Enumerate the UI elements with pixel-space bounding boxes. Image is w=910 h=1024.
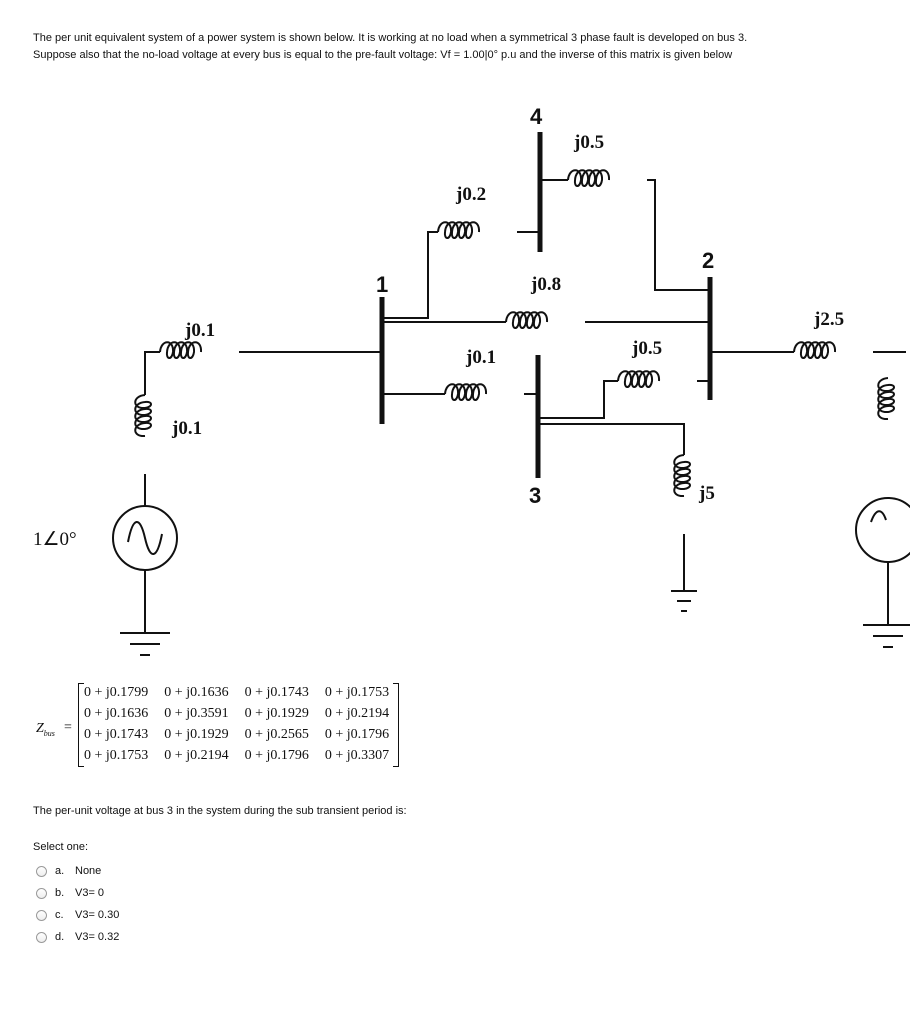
label-line-1-2: j0.8 bbox=[531, 274, 562, 295]
matrix-cell: 0 + j0.3591 bbox=[164, 706, 229, 721]
gen2-source-circle bbox=[856, 498, 910, 562]
matrix-cell: 0 + j0.2194 bbox=[324, 706, 390, 721]
line-3-2-coil bbox=[618, 371, 659, 387]
matrix-cell: 0 + j0.2194 bbox=[164, 748, 229, 763]
matrix-cell: 0 + j0.1929 bbox=[164, 727, 229, 742]
matrix-cell: 0 + j0.1636 bbox=[84, 706, 149, 721]
matrix-row bbox=[78, 746, 399, 767]
gen1-line-wire bbox=[145, 352, 382, 395]
matrix-left-bracket bbox=[78, 683, 84, 767]
option-d[interactable] bbox=[36, 926, 119, 948]
select-one-label: Select one: bbox=[33, 841, 89, 853]
option-a[interactable] bbox=[36, 860, 119, 882]
bus-label-2: 2 bbox=[702, 248, 715, 273]
line-4-2-coil bbox=[568, 170, 609, 186]
matrix-cell: 0 + j0.1753 bbox=[84, 748, 149, 763]
label-load-3: j5 bbox=[699, 483, 715, 504]
gen2-sine bbox=[871, 511, 886, 522]
matrix-label-sub: bus bbox=[43, 728, 55, 738]
option-letter: b. bbox=[55, 887, 65, 899]
option-letter: d. bbox=[55, 931, 65, 943]
matrix-cell: 0 + j0.3307 bbox=[324, 748, 390, 763]
line-1-4-wire bbox=[382, 232, 540, 318]
gen2-line-coil bbox=[794, 342, 835, 358]
matrix-equals: = bbox=[64, 720, 72, 735]
load-3-coil bbox=[674, 455, 690, 496]
gen1-reactance-coil bbox=[135, 395, 151, 436]
option-letter: a. bbox=[55, 865, 65, 877]
source-voltage-label: 1∠0° bbox=[33, 529, 77, 550]
option-text: V3= 0.32 bbox=[75, 931, 120, 943]
question-text: The per-unit voltage at bus 3 in the system during the sub transient period is: bbox=[33, 805, 407, 817]
matrix-cell: 0 + j0.1796 bbox=[324, 727, 390, 742]
answer-options bbox=[36, 860, 119, 948]
matrix-row bbox=[78, 704, 399, 725]
matrix-right-bracket bbox=[393, 683, 399, 767]
line-1-4-coil bbox=[438, 222, 479, 238]
line-1-3-coil bbox=[445, 384, 486, 400]
label-gen2-line: j2.5 bbox=[814, 309, 845, 330]
label-line-4-2: j0.5 bbox=[574, 132, 605, 153]
bus-label-3: 3 bbox=[529, 483, 542, 508]
matrix-cell: 0 + j0.1753 bbox=[324, 685, 390, 700]
label-gen1-reactance: j0.1 bbox=[172, 418, 203, 439]
gen1-line-coil bbox=[160, 342, 201, 358]
bus-label-1: 1 bbox=[376, 272, 389, 297]
matrix-cell: 0 + j0.1743 bbox=[244, 685, 309, 700]
load-3-wire bbox=[538, 424, 684, 591]
option-text: None bbox=[75, 865, 102, 877]
matrix-row bbox=[78, 683, 399, 704]
option-letter: c. bbox=[55, 909, 64, 921]
radio-button[interactable] bbox=[36, 866, 47, 877]
zbus-matrix bbox=[78, 683, 399, 767]
matrix-label: $Z_{bus}$ bbox=[36, 721, 55, 738]
label-line-3-2: j0.5 bbox=[632, 338, 663, 359]
matrix-cell: 0 + j0.1636 bbox=[164, 685, 229, 700]
option-c[interactable] bbox=[36, 904, 119, 926]
radio-button[interactable] bbox=[36, 910, 47, 921]
line-3-2-wire bbox=[538, 381, 710, 418]
matrix-cell: 0 + j0.1929 bbox=[244, 706, 309, 721]
gen1-sine bbox=[128, 522, 162, 554]
label-line-1-3: j0.1 bbox=[466, 347, 497, 368]
intro-line-1: The per unit equivalent system of a power system is shown below. It is working at no load when a symmetrical 3 phase fault is developed on bus 3. bbox=[33, 32, 748, 44]
intro-line-2: Suppose also that the no-load voltage at every bus is equal to the pre-fault voltage: Vf = 1.00|0° p.u and the inverse of this matrix is given below bbox=[33, 49, 733, 61]
label-line-1-4: j0.2 bbox=[456, 184, 487, 205]
matrix-cell: 0 + j0.1799 bbox=[84, 685, 149, 700]
matrix-cell: 0 + j0.2565 bbox=[244, 727, 309, 742]
bus-label-4: 4 bbox=[530, 104, 543, 129]
line-4-2-wire bbox=[540, 180, 710, 290]
label-gen1-line: j0.1 bbox=[185, 320, 216, 341]
radio-button[interactable] bbox=[36, 888, 47, 899]
option-text: V3= 0.30 bbox=[75, 909, 120, 921]
matrix-cell: 0 + j0.1743 bbox=[84, 727, 149, 742]
gen2-reactance-coil bbox=[878, 378, 894, 419]
matrix-row bbox=[78, 725, 399, 746]
line-1-2-coil bbox=[506, 312, 547, 328]
option-text: V3= 0 bbox=[75, 887, 105, 899]
matrix-cell: 0 + j0.1796 bbox=[244, 748, 309, 763]
option-b[interactable] bbox=[36, 882, 119, 904]
radio-button[interactable] bbox=[36, 932, 47, 943]
